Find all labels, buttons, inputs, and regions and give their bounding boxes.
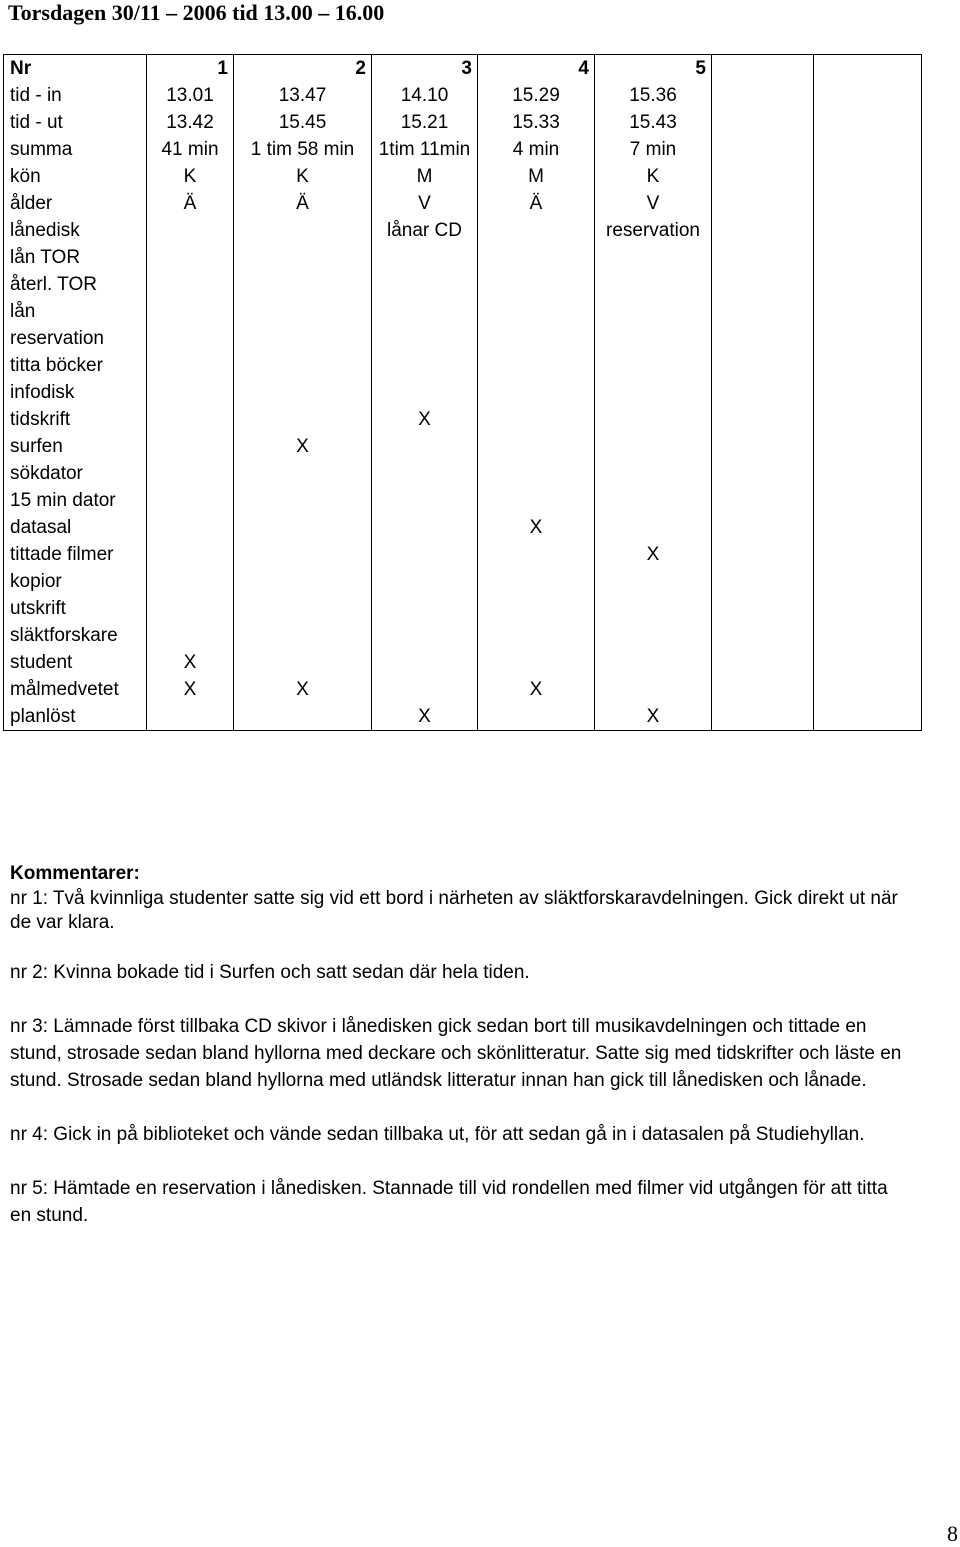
table-cell: 41 min xyxy=(147,136,234,163)
table-cell xyxy=(234,460,372,487)
table-row xyxy=(4,406,922,433)
table-cell xyxy=(147,325,234,352)
table-cell: 13.42 xyxy=(147,109,234,136)
table-cell xyxy=(478,271,595,298)
table-cell xyxy=(147,244,234,271)
table-cell xyxy=(372,244,478,271)
table-cell xyxy=(478,568,595,595)
empty-cell xyxy=(712,271,814,298)
header-col: 2 xyxy=(234,55,372,83)
table-cell: 7 min xyxy=(595,136,712,163)
table-cell: 1tim 11min xyxy=(372,136,478,163)
table-cell xyxy=(595,460,712,487)
empty-cell xyxy=(712,352,814,379)
empty-cell xyxy=(814,379,922,406)
table-cell: K xyxy=(234,163,372,190)
empty-cell xyxy=(712,109,814,136)
empty-cell xyxy=(712,325,814,352)
empty-cell xyxy=(712,244,814,271)
row-label: kopior xyxy=(4,568,147,595)
observation-table xyxy=(3,54,922,731)
table-cell xyxy=(478,433,595,460)
comment-item: nr 1: Två kvinnliga studenter satte sig vid ett bord i närheten av släktforskaravdelningen. Gick direkt ut när de var klara. xyxy=(10,888,898,933)
table-cell xyxy=(595,676,712,703)
table-cell: X xyxy=(147,676,234,703)
empty-cell xyxy=(814,109,922,136)
table-cell xyxy=(478,541,595,568)
page-number: 8 xyxy=(947,1521,958,1546)
row-label: infodisk xyxy=(4,379,147,406)
row-label: titta böcker xyxy=(4,352,147,379)
table-cell xyxy=(478,622,595,649)
empty-cell xyxy=(814,460,922,487)
table-cell xyxy=(234,541,372,568)
table-cell xyxy=(372,568,478,595)
table-cell xyxy=(595,244,712,271)
table-cell xyxy=(595,352,712,379)
table-cell xyxy=(234,487,372,514)
empty-cell xyxy=(814,271,922,298)
empty-cell xyxy=(814,595,922,622)
table-cell: lånar CD xyxy=(372,217,478,244)
empty-cell xyxy=(712,595,814,622)
table-cell xyxy=(147,703,234,731)
empty-cell xyxy=(814,136,922,163)
empty-cell xyxy=(712,568,814,595)
empty-cell xyxy=(814,244,922,271)
table-cell: 13.01 xyxy=(147,82,234,109)
empty-cell xyxy=(712,649,814,676)
header-col: 5 xyxy=(595,55,712,83)
table-cell xyxy=(372,487,478,514)
table-cell xyxy=(234,271,372,298)
table-cell: V xyxy=(595,190,712,217)
table-row xyxy=(4,109,922,136)
empty-cell xyxy=(814,514,922,541)
table-row xyxy=(4,514,922,541)
table-cell: 4 min xyxy=(478,136,595,163)
empty-cell xyxy=(814,163,922,190)
table-cell xyxy=(478,244,595,271)
row-label: student xyxy=(4,649,147,676)
table-cell xyxy=(595,514,712,541)
table-cell xyxy=(234,244,372,271)
table-row xyxy=(4,352,922,379)
empty-cell xyxy=(712,298,814,325)
table-cell: reservation xyxy=(595,217,712,244)
header-col: 1 xyxy=(147,55,234,83)
empty-cell xyxy=(814,433,922,460)
table-row xyxy=(4,649,922,676)
empty-cell xyxy=(712,676,814,703)
table-cell xyxy=(372,514,478,541)
table-cell: 15.29 xyxy=(478,82,595,109)
table-cell xyxy=(234,514,372,541)
table-cell xyxy=(595,622,712,649)
table-cell xyxy=(372,595,478,622)
table-cell: 15.36 xyxy=(595,82,712,109)
empty-cell xyxy=(712,190,814,217)
table-cell xyxy=(595,595,712,622)
header-col: 3 xyxy=(372,55,478,83)
table-row xyxy=(4,541,922,568)
table-cell xyxy=(372,325,478,352)
row-label: sökdator xyxy=(4,460,147,487)
table-cell xyxy=(478,703,595,731)
table-cell: Ä xyxy=(234,190,372,217)
empty-cell xyxy=(712,406,814,433)
row-label: tid - in xyxy=(4,82,147,109)
table-cell: X xyxy=(372,406,478,433)
table-row xyxy=(4,676,922,703)
table-cell xyxy=(595,487,712,514)
table-cell xyxy=(234,703,372,731)
table-row xyxy=(4,190,922,217)
table-cell xyxy=(595,649,712,676)
empty-cell xyxy=(814,568,922,595)
table-cell xyxy=(595,406,712,433)
row-label: lånedisk xyxy=(4,217,147,244)
row-label: lån TOR xyxy=(4,244,147,271)
table-cell xyxy=(147,406,234,433)
empty-cell xyxy=(712,541,814,568)
table-cell xyxy=(478,406,595,433)
table-cell xyxy=(234,568,372,595)
table-cell xyxy=(478,460,595,487)
empty-cell xyxy=(712,379,814,406)
table-cell xyxy=(478,487,595,514)
table-cell: K xyxy=(595,163,712,190)
empty-cell xyxy=(814,649,922,676)
row-label: 15 min dator xyxy=(4,487,147,514)
empty-cell xyxy=(814,541,922,568)
table-cell: 13.47 xyxy=(234,82,372,109)
table-row xyxy=(4,487,922,514)
empty-cell xyxy=(814,298,922,325)
empty-cell xyxy=(814,703,922,731)
table-cell: 1 tim 58 min xyxy=(234,136,372,163)
table-cell xyxy=(234,649,372,676)
table-cell xyxy=(147,217,234,244)
table-cell: V xyxy=(372,190,478,217)
table-cell xyxy=(147,487,234,514)
table-cell xyxy=(147,271,234,298)
table-cell xyxy=(147,352,234,379)
table-cell: X xyxy=(234,433,372,460)
table-cell: 15.45 xyxy=(234,109,372,136)
table-row xyxy=(4,271,922,298)
table-cell: K xyxy=(147,163,234,190)
table-row xyxy=(4,136,922,163)
table-cell xyxy=(234,352,372,379)
table-row xyxy=(4,163,922,190)
table-cell xyxy=(478,217,595,244)
table-cell xyxy=(372,460,478,487)
table-cell xyxy=(147,595,234,622)
table-cell: X xyxy=(147,649,234,676)
empty-cell xyxy=(712,82,814,109)
table-row xyxy=(4,325,922,352)
empty-cell xyxy=(712,217,814,244)
table-cell xyxy=(234,406,372,433)
table-cell xyxy=(234,325,372,352)
empty-cell xyxy=(712,514,814,541)
comment-item: nr 2: Kvinna bokade tid i Surfen och satt sedan där hela tiden. xyxy=(10,962,530,983)
table-cell: Ä xyxy=(478,190,595,217)
header-col: 4 xyxy=(478,55,595,83)
empty-cell xyxy=(712,136,814,163)
table-cell xyxy=(372,649,478,676)
row-label: datasal xyxy=(4,514,147,541)
header-label: Nr xyxy=(4,55,147,83)
comments-section xyxy=(10,860,910,1256)
table-row xyxy=(4,595,922,622)
table-cell: X xyxy=(372,703,478,731)
table-row xyxy=(4,622,922,649)
table-row xyxy=(4,433,922,460)
header-row xyxy=(4,55,922,83)
row-label: målmedvetet xyxy=(4,676,147,703)
table-cell xyxy=(372,298,478,325)
table-cell xyxy=(372,271,478,298)
table-cell xyxy=(478,595,595,622)
comment-item: nr 3: Lämnade först tillbaka CD skivor i lånedisken gick sedan bort till musikavdelningen och tittade en stund, strosade sedan bland hyllorna med deckare och skönlitteratur. Satte sig med tidskrifter och läste en stund. Strosade sedan bland hyllorna med utländsk litteratur innan han gick till lånedisken och lånade. xyxy=(10,1016,902,1091)
empty-cell xyxy=(814,352,922,379)
table-cell xyxy=(478,298,595,325)
table-cell xyxy=(372,379,478,406)
table-cell: 14.10 xyxy=(372,82,478,109)
table-row xyxy=(4,298,922,325)
table-cell xyxy=(372,433,478,460)
table-cell xyxy=(595,325,712,352)
row-label: kön xyxy=(4,163,147,190)
table-cell xyxy=(372,541,478,568)
row-label: släktforskare xyxy=(4,622,147,649)
table-cell xyxy=(147,298,234,325)
comment-item: nr 4: Gick in på biblioteket och vände sedan tillbaka ut, för att sedan gå in i datasalen på Studiehyllan. xyxy=(10,1124,865,1145)
empty-cell xyxy=(712,703,814,731)
table-row xyxy=(4,568,922,595)
empty-cell xyxy=(712,55,814,83)
empty-cell xyxy=(814,406,922,433)
table-row xyxy=(4,379,922,406)
empty-cell xyxy=(712,487,814,514)
page-title: Torsdagen 30/11 – 2006 tid 13.00 – 16.00 xyxy=(8,0,385,25)
table-cell xyxy=(147,514,234,541)
row-label: återl. TOR xyxy=(4,271,147,298)
table-cell xyxy=(234,379,372,406)
empty-cell xyxy=(712,433,814,460)
empty-cell xyxy=(712,163,814,190)
table-row xyxy=(4,460,922,487)
table-cell xyxy=(234,217,372,244)
table-cell xyxy=(234,622,372,649)
table-cell: 15.33 xyxy=(478,109,595,136)
row-label: utskrift xyxy=(4,595,147,622)
table-cell xyxy=(372,622,478,649)
table-cell xyxy=(372,676,478,703)
table-cell xyxy=(147,379,234,406)
table-row xyxy=(4,82,922,109)
table-cell: X xyxy=(595,703,712,731)
table-cell: 15.21 xyxy=(372,109,478,136)
row-label: tittade filmer xyxy=(4,541,147,568)
empty-cell xyxy=(814,217,922,244)
table-cell xyxy=(372,352,478,379)
table-row xyxy=(4,217,922,244)
table-cell: M xyxy=(372,163,478,190)
empty-cell xyxy=(814,325,922,352)
empty-cell xyxy=(814,487,922,514)
comment-item: nr 5: Hämtade en reservation i lånedisken. Stannade till vid rondellen med filmer vid utgången för att titta en stund. xyxy=(10,1178,888,1226)
empty-cell xyxy=(814,676,922,703)
table-cell xyxy=(147,541,234,568)
table-cell xyxy=(234,595,372,622)
table-cell xyxy=(595,298,712,325)
empty-cell xyxy=(814,82,922,109)
table-cell xyxy=(147,568,234,595)
empty-cell xyxy=(712,622,814,649)
comments-heading: Kommentarer: xyxy=(10,863,140,884)
table-row xyxy=(4,244,922,271)
empty-cell xyxy=(814,190,922,217)
table-cell xyxy=(595,433,712,460)
row-label: ålder xyxy=(4,190,147,217)
table-cell xyxy=(147,460,234,487)
table-cell: X xyxy=(595,541,712,568)
row-label: reservation xyxy=(4,325,147,352)
table-cell: 15.43 xyxy=(595,109,712,136)
empty-cell xyxy=(814,622,922,649)
table-cell: X xyxy=(478,676,595,703)
table-cell xyxy=(478,649,595,676)
row-label: tidskrift xyxy=(4,406,147,433)
empty-cell xyxy=(712,460,814,487)
table-cell: X xyxy=(234,676,372,703)
table-cell xyxy=(478,325,595,352)
table-row xyxy=(4,703,922,731)
table-cell xyxy=(595,379,712,406)
table-cell xyxy=(478,352,595,379)
row-label: lån xyxy=(4,298,147,325)
row-label: surfen xyxy=(4,433,147,460)
row-label: planlöst xyxy=(4,703,147,731)
table-cell xyxy=(147,433,234,460)
row-label: tid - ut xyxy=(4,109,147,136)
table-cell xyxy=(595,271,712,298)
table-cell xyxy=(234,298,372,325)
table-cell: M xyxy=(478,163,595,190)
empty-cell xyxy=(814,55,922,83)
table-cell xyxy=(147,622,234,649)
row-label: summa xyxy=(4,136,147,163)
table-cell: Ä xyxy=(147,190,234,217)
table-cell xyxy=(595,568,712,595)
table-cell xyxy=(478,379,595,406)
table-cell: X xyxy=(478,514,595,541)
